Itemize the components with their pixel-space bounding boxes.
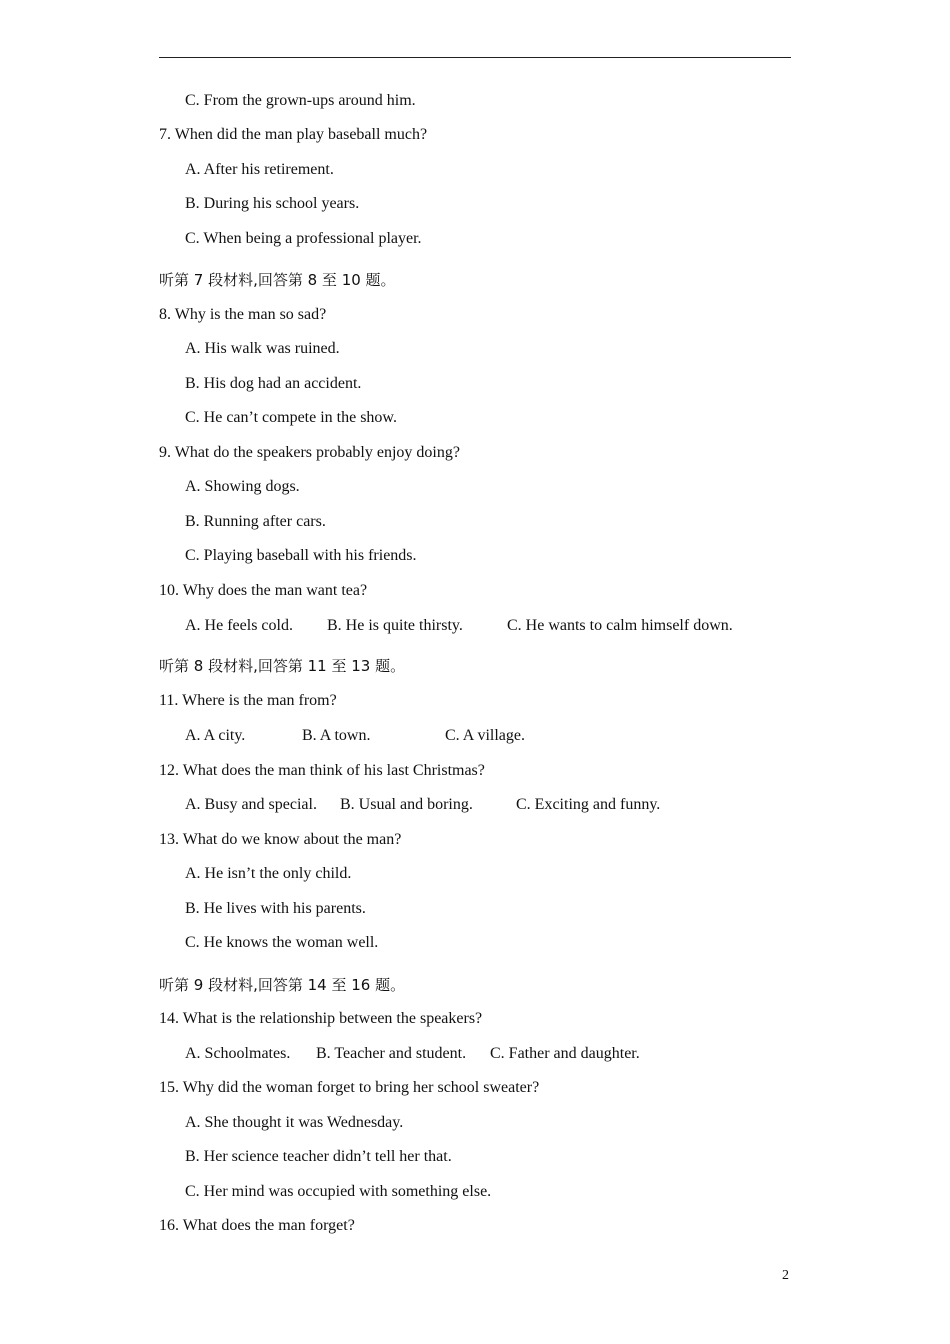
q6-option-c: C. From the grown-ups around him.	[185, 92, 416, 109]
q13-option-b: B. He lives with his parents.	[185, 900, 366, 917]
q9-option-c: C. Playing baseball with his friends.	[185, 547, 417, 564]
section-heading-8: 听第 8 段材料,回答第 11 至 13 题。	[159, 657, 406, 675]
page-number: 2	[782, 1268, 789, 1283]
q11-option-b: B. A town.	[302, 727, 371, 744]
question-16: 16. What does the man forget?	[159, 1217, 355, 1234]
question-13: 13. What do we know about the man?	[159, 831, 402, 848]
q9-option-a: A. Showing dogs.	[185, 478, 300, 495]
q11-option-c: C. A village.	[445, 727, 525, 744]
q8-option-b: B. His dog had an accident.	[185, 375, 362, 392]
q15-option-b: B. Her science teacher didn’t tell her that.	[185, 1148, 452, 1165]
q10-option-a: A. He feels cold.	[185, 617, 293, 634]
q14-option-b: B. Teacher and student.	[316, 1045, 467, 1062]
q12-option-a: A. Busy and special.	[185, 796, 317, 813]
section-heading-9: 听第 9 段材料,回答第 14 至 16 题。	[159, 976, 406, 994]
question-7: 7. When did the man play baseball much?	[159, 126, 428, 143]
q12-option-b: B. Usual and boring.	[340, 796, 473, 813]
question-9: 9. What do the speakers probably enjoy doing?	[159, 444, 460, 461]
section-heading-7: 听第 7 段材料,回答第 8 至 10 题。	[159, 271, 396, 289]
q8-option-c: C. He can’t compete in the show.	[185, 409, 397, 426]
question-14: 14. What is the relationship between the speakers?	[159, 1010, 483, 1027]
q14-option-a: A. Schoolmates.	[185, 1045, 291, 1062]
q15-option-c: C. Her mind was occupied with something else.	[185, 1183, 492, 1200]
q7-option-b: B. During his school years.	[185, 195, 360, 212]
q13-option-c: C. He knows the woman well.	[185, 934, 379, 951]
question-15: 15. Why did the woman forget to bring her school sweater?	[159, 1079, 540, 1096]
q11-option-a: A. A city.	[185, 727, 246, 744]
q10-option-b: B. He is quite thirsty.	[327, 617, 463, 634]
q12-option-c: C. Exciting and funny.	[516, 796, 661, 813]
question-10: 10. Why does the man want tea?	[159, 582, 368, 599]
q15-option-a: A. She thought it was Wednesday.	[185, 1114, 404, 1131]
q7-option-a: A. After his retirement.	[185, 161, 334, 178]
question-8: 8. Why is the man so sad?	[159, 306, 327, 323]
q14-option-c: C. Father and daughter.	[490, 1045, 640, 1062]
q13-option-a: A. He isn’t the only child.	[185, 865, 352, 882]
q10-option-c: C. He wants to calm himself down.	[507, 617, 733, 634]
q8-option-a: A. His walk was ruined.	[185, 340, 340, 357]
question-12: 12. What does the man think of his last Christmas?	[159, 762, 485, 779]
q7-option-c: C. When being a professional player.	[185, 230, 422, 247]
question-11: 11. Where is the man from?	[159, 692, 337, 709]
q9-option-b: B. Running after cars.	[185, 513, 326, 530]
header-rule	[159, 57, 791, 58]
